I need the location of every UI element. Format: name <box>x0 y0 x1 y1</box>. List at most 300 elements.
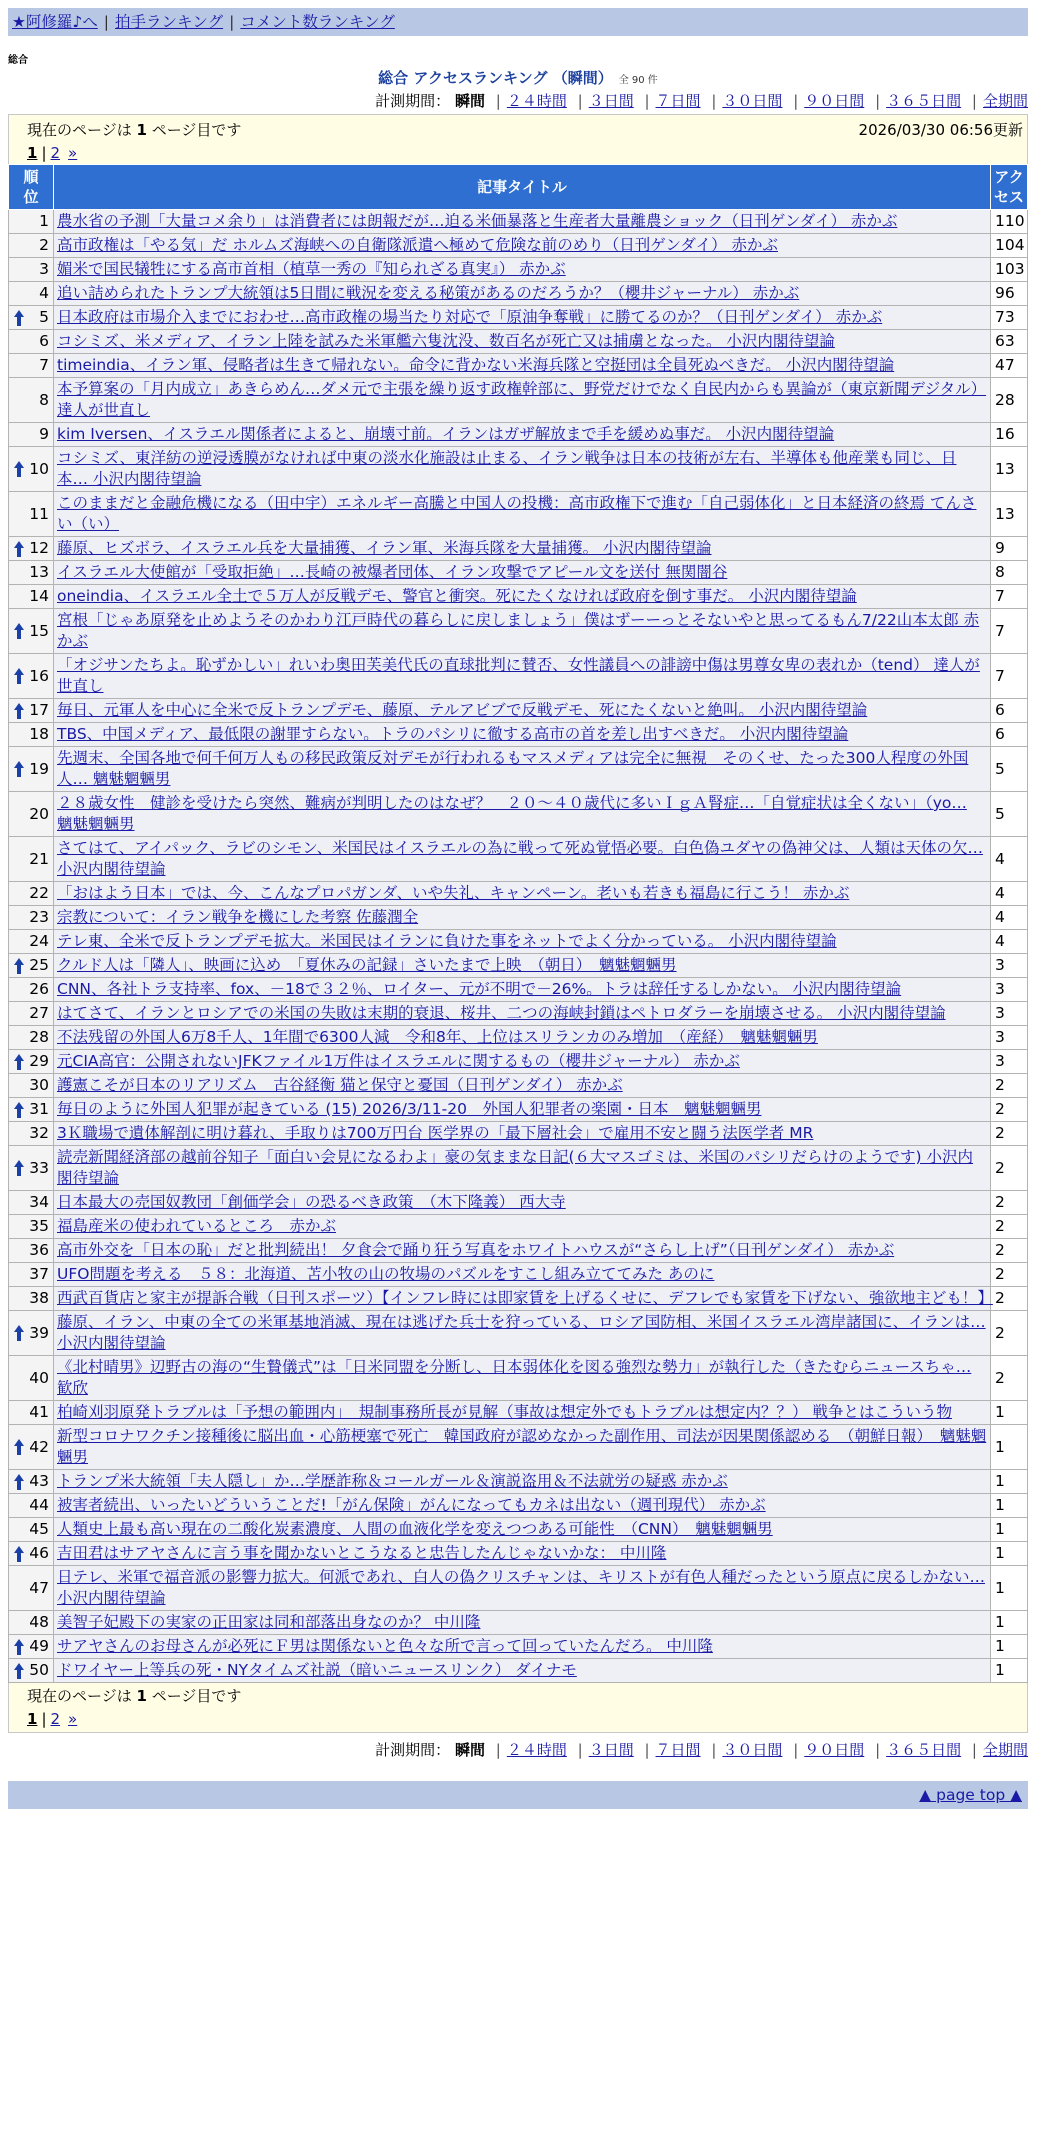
title-cell <box>54 378 991 423</box>
rank-number: 38 <box>29 1289 49 1307</box>
title-cell <box>54 906 991 930</box>
article-link[interactable]: oneindia、イスラエル全土で５万人が反戦デモ、警官と衝突。死にたくなければ政府を倒す事だ。 小沢内閣待望論 <box>57 587 857 605</box>
rank-number: 18 <box>29 725 49 743</box>
title-cell <box>54 1287 991 1311</box>
rank-number: 14 <box>29 587 49 605</box>
article-link[interactable]: UFO問題を考える ５８：北海道、苫小牧の山の牧場のパズルをすこし組み立ててみた あのに <box>57 1265 715 1283</box>
footer-bar <box>8 1781 1028 1809</box>
article-link[interactable]: timeindia、イラン軍、侵略者は生きて帰れない。命令に背かない米海兵隊と空挺団は全員死ぬべきだ。 小沢内閣待望論 <box>57 356 895 374</box>
table-row <box>9 1263 1028 1287</box>
rank-number: 42 <box>29 1437 49 1456</box>
rank-number: 34 <box>29 1193 49 1211</box>
article-link[interactable]: イスラエル大使館が「受取拒絶」…長崎の被爆者団体、イラン攻撃でアピール文を送付 無関闇谷 <box>57 563 728 581</box>
table-row <box>9 1470 1028 1494</box>
pager-current-page: 1 <box>27 144 38 162</box>
title-cell <box>54 1635 991 1659</box>
rank-cell <box>9 654 54 699</box>
nav-separator: | <box>229 13 235 31</box>
title-cell <box>54 492 991 537</box>
pager-bottom: 1 | 2 » <box>27 1710 78 1728</box>
table-row <box>9 1239 1028 1263</box>
rank-cell <box>9 1611 54 1635</box>
rank-cell <box>9 609 54 654</box>
title-cell <box>54 1122 991 1146</box>
rank-number: 48 <box>29 1613 49 1631</box>
article-link[interactable]: はてさて、イランとロシアでの米国の失敗は末期的衰退、桜井、二つの海峡封鎖はペトロダラーを崩壊させる。 小沢内閣待望論 <box>57 1004 946 1022</box>
rank-number: 40 <box>29 1368 49 1387</box>
rank-cell <box>9 837 54 882</box>
nav-link-applause-ranking[interactable]: 拍手ランキング <box>115 13 224 31</box>
article-link[interactable]: TBS、中国メディア、最低限の謝罪すらない。トラのパシリに徹する高市の首を差し出すべきだ。 小沢内閣待望論 <box>57 725 849 743</box>
rank-up-arrow-icon <box>13 957 25 975</box>
access-count: 2 <box>991 1356 1028 1401</box>
rank-number: 46 <box>29 1544 49 1562</box>
title-cell <box>54 930 991 954</box>
rank-cell <box>9 1311 54 1356</box>
page-info-top <box>8 114 1028 164</box>
article-link[interactable]: 《北村晴男》辺野古の海の“生贄儀式”は「日米同盟を分断し、日本弱体化を図る強烈な勢力」が執行した（きたむらニュースちゃ… 歓欣 <box>57 1358 972 1397</box>
rank-cell <box>9 792 54 837</box>
rank-up-arrow-icon <box>13 309 25 327</box>
rank-up-arrow-icon <box>13 1638 25 1656</box>
article-link[interactable]: 毎日、元軍人を中心に全米で反トランプデモ、藤原、テルアビブで反戦デモ、死にたくないと絶叫。 小沢内閣待望論 <box>57 701 868 719</box>
title-cell <box>54 1566 991 1611</box>
category-label: 総合 <box>8 55 28 66</box>
rank-number: 21 <box>29 849 49 868</box>
title-cell <box>54 792 991 837</box>
article-link[interactable]: 先週末、全国各地で何千何万人もの移民政策反対デモが行われるもマスメディアは完全に無視 そのくせ、たった300人程度の外国人… 魑魅魍魎男 <box>57 749 969 788</box>
article-link[interactable]: クルド人は「隣人」、映画に込め 「夏休みの記録」さいたまで上映 （朝日） 魑魅魍魎男 <box>57 956 677 974</box>
rank-cell <box>9 978 54 1002</box>
title-cell <box>54 537 991 561</box>
article-link[interactable]: 日テレ、米軍で福音派の影響力拡大。何派であれ、白人の偽クリスチャンは、キリストが有色人種だったという原点に戻るしかない… 小沢内閣待望論 <box>57 1568 985 1607</box>
article-link[interactable]: 藤原、イラン、中東の全ての米軍基地消滅、現在は逃げた兵士を狩っている、ロシア国防相、米国イスラエル湾岸諸国に、イランは… 小沢内閣待望論 <box>57 1313 986 1352</box>
access-count: 2 <box>991 1263 1028 1287</box>
access-count: 2 <box>991 1122 1028 1146</box>
rank-cell <box>9 537 54 561</box>
rank-up-arrow-icon <box>13 1053 25 1071</box>
table-row <box>9 978 1028 1002</box>
article-link[interactable]: トランプ米大統領「夫人隠し」か…学歴詐称＆コールガール＆演説盗用＆不法就労の疑惑 赤かぶ <box>57 1472 728 1490</box>
access-count: 3 <box>991 1002 1028 1026</box>
rank-cell <box>9 1542 54 1566</box>
table-row <box>9 1542 1028 1566</box>
access-count: 13 <box>991 492 1028 537</box>
table-row <box>9 423 1028 447</box>
title-cell <box>54 210 991 234</box>
access-count: 2 <box>991 1191 1028 1215</box>
period-current: 瞬間 <box>454 92 485 110</box>
table-row <box>9 747 1028 792</box>
article-link[interactable]: 日本最大の売国奴教団「創価学会」の恐るべき政策 （木下隆義） 西大寺 <box>57 1193 566 1211</box>
rank-number: 41 <box>29 1403 49 1421</box>
article-link[interactable]: 西武百貨店と家主が提訴合戦（日刊スポーツ）【インフレ時には即家賃を上げるくせに、デフレでも家賃を下げない、強欲地主ども！】 <box>57 1289 993 1307</box>
access-count: 1 <box>991 1470 1028 1494</box>
rank-number: 35 <box>29 1217 49 1235</box>
title-cell <box>54 1494 991 1518</box>
access-count: 5 <box>991 792 1028 837</box>
ranking-table-body <box>9 210 1028 1683</box>
period-link-365d[interactable]: ３６５日間 <box>886 92 962 110</box>
article-link[interactable]: 不法残留の外国人6万8千人、1年間で6300人減 令和8年、上位はスリランカのみ増加 （産経） 魑魅魍魎男 <box>57 1028 818 1046</box>
period-link-7d-bottom[interactable]: ７日間 <box>655 1741 701 1759</box>
article-link[interactable]: 元CIA高官：公開されないJFKファイル1万件はイスラエルに関するもの（櫻井ジャーナル） 赤かぶ <box>57 1052 740 1070</box>
rank-up-arrow-icon <box>13 702 25 720</box>
rank-cell <box>9 1287 54 1311</box>
article-link[interactable]: テレ東、全米で反トランプデモ拡大。米国民はイランに負けた事をネットでよく分かっている。 小沢内閣待望論 <box>57 932 837 950</box>
title-cell <box>54 447 991 492</box>
access-count: 2 <box>991 1239 1028 1263</box>
period-link-30d[interactable]: ３０日間 <box>722 92 783 110</box>
title-cell <box>54 1263 991 1287</box>
total-count: 全 90 件 <box>618 75 658 86</box>
table-row <box>9 654 1028 699</box>
title-cell <box>54 723 991 747</box>
title-cell <box>54 1518 991 1542</box>
ranking-title: 総合 アクセスランキング （瞬間） <box>378 69 613 87</box>
table-row <box>9 609 1028 654</box>
table-row <box>9 354 1028 378</box>
table-row <box>9 447 1028 492</box>
rank-cell <box>9 282 54 306</box>
rank-cell <box>9 354 54 378</box>
access-count: 2 <box>991 1215 1028 1239</box>
access-count: 4 <box>991 837 1028 882</box>
rank-up-arrow-icon <box>13 1662 25 1680</box>
title-cell <box>54 258 991 282</box>
article-link[interactable]: コシミズ、米メディア、イラン上陸を試みた米軍艦六隻沈没、数百名が死亡又は捕虜となった。 小沢内閣待望論 <box>57 332 835 350</box>
rank-number: 44 <box>29 1496 49 1514</box>
rank-number: 10 <box>29 459 49 478</box>
access-count: 1 <box>991 1635 1028 1659</box>
article-link[interactable]: 「おはよう日本」では、今、こんなプロパガンダ、いや失礼、キャンペーン。老いも若きも福島に行こう！ 赤かぶ <box>57 884 850 902</box>
nav-link-comment-ranking[interactable]: コメント数ランキング <box>240 13 395 31</box>
period-selector-top: 計測期間： 瞬間 | ２４時間 | ３日間 | ７日間 | ３０日間 | ９０日間 | ３６５日間 | 全期間 <box>375 92 1028 110</box>
article-link[interactable]: さてはて、アイパック、ラビのシモン、米国民はイスラエルの為に戦って死ぬ覚悟必要。白色偽ユダヤの偽神父は、人類は天体の欠… 小沢内閣待望論 <box>57 839 983 878</box>
access-count: 1 <box>991 1659 1028 1683</box>
rank-number: 16 <box>29 666 49 685</box>
table-row <box>9 1635 1028 1659</box>
pager-next-link-bottom[interactable]: » <box>68 1710 78 1728</box>
rank-number: 17 <box>29 701 49 719</box>
title-cell <box>54 1002 991 1026</box>
period-link-all-bottom[interactable]: 全期間 <box>982 1741 1028 1759</box>
title-cell <box>54 1239 991 1263</box>
article-link[interactable]: 読売新聞経済部の越前谷知子「面白い会見になるわよ」豪の気ままな日記(６大マスゴミは、米国のパシリだらけのようです) 小沢内閣待望論 <box>57 1148 974 1187</box>
rank-cell <box>9 1026 54 1050</box>
rank-cell <box>9 1215 54 1239</box>
article-link[interactable]: 宮根「じゃあ原発を止めようそのかわり江戸時代の暮らしに戻しましょう」僕はずーーっとそないやと思ってるもん7/22山本太郎 赤かぶ <box>57 611 980 650</box>
rank-number: 25 <box>29 956 49 974</box>
rank-up-arrow-icon <box>13 540 25 558</box>
title-cell <box>54 1311 991 1356</box>
article-link[interactable]: kim Iversen、イスラエル関係者によると、崩壊寸前。イランはガザ解放まで手を緩めぬ事だ。 小沢内閣待望論 <box>57 425 835 443</box>
rank-cell <box>9 210 54 234</box>
pager-page-2-bottom[interactable]: 2 <box>50 1710 61 1728</box>
access-count: 9 <box>991 537 1028 561</box>
rank-up-arrow-icon <box>13 460 25 478</box>
article-link[interactable]: 福島産米の使われているところ 赤かぶ <box>57 1217 337 1235</box>
nav-link-asyura[interactable]: ★阿修羅♪へ <box>12 13 98 31</box>
updated-timestamp: 2026/03/30 06:56更新 <box>858 121 1023 139</box>
table-row <box>9 1611 1028 1635</box>
rank-cell <box>9 882 54 906</box>
access-count: 96 <box>991 282 1028 306</box>
current-page-text: 現在のページは 1 ページ目です <box>27 121 242 139</box>
rank-cell <box>9 1191 54 1215</box>
access-count: 2 <box>991 1287 1028 1311</box>
article-link[interactable]: 人類史上最も高い現在の二酸化炭素濃度、人間の血液化学を変えつつある可能性 （CNN） 魑魅魍魎男 <box>57 1520 773 1538</box>
rank-number: 12 <box>29 539 49 557</box>
rank-number: 50 <box>29 1661 49 1679</box>
title-cell <box>54 954 991 978</box>
access-count: 2 <box>991 1311 1028 1356</box>
title-cell <box>54 330 991 354</box>
current-page-text-bottom: 現在のページは 1 ページ目です <box>27 1687 242 1705</box>
rank-number: 49 <box>29 1637 49 1655</box>
title-cell <box>54 1425 991 1470</box>
period-link-90d[interactable]: ９０日間 <box>804 92 865 110</box>
table-row <box>9 882 1028 906</box>
rank-number: 39 <box>29 1323 49 1342</box>
title-header: 記事タイトル <box>54 165 991 210</box>
ranking-table <box>8 164 1028 1683</box>
rank-up-arrow-icon <box>13 622 25 640</box>
title-cell <box>54 585 991 609</box>
rank-number: 37 <box>29 1265 49 1283</box>
period-label: 計測期間： <box>375 92 451 110</box>
article-link[interactable]: 柏崎刈羽原発トラブルは「予想の範囲内」 規制事務所長が見解（事故は想定外でもトラブルは想定内？？） 戦争とはこういう物 <box>57 1403 952 1421</box>
rank-number: 20 <box>29 804 49 823</box>
title-cell <box>54 282 991 306</box>
article-link[interactable]: 高市外交を「日本の恥」だと批判続出！ 夕食会で踊り狂う写真をホワイトハウスが“さらし上げ”（日刊ゲンダイ） 赤かぶ <box>57 1241 895 1259</box>
access-count: 3 <box>991 954 1028 978</box>
rank-cell <box>9 1074 54 1098</box>
rank-cell <box>9 1050 54 1074</box>
rank-cell <box>9 1518 54 1542</box>
period-link-90d-bottom[interactable]: ９０日間 <box>804 1741 865 1759</box>
table-row <box>9 1356 1028 1401</box>
title-cell <box>54 234 991 258</box>
table-row <box>9 1401 1028 1425</box>
article-link[interactable]: 宗教について：イラン戦争を機にした考察 佐藤潤全 <box>57 908 419 926</box>
period-link-all[interactable]: 全期間 <box>982 92 1028 110</box>
title-cell <box>54 609 991 654</box>
pager-page-2[interactable]: 2 <box>50 144 61 162</box>
table-row <box>9 1122 1028 1146</box>
article-link[interactable]: 「オジサンたちよ。恥ずかしい」れいわ奥田芙美代氏の直球批判に賛否、女性議員への誹謗中傷は男尊女卑の表れか（tend） 達人が世直し <box>57 656 980 695</box>
table-row <box>9 930 1028 954</box>
rank-cell <box>9 447 54 492</box>
table-row <box>9 1146 1028 1191</box>
rank-number: 4 <box>39 284 49 302</box>
access-count: 73 <box>991 306 1028 330</box>
period-label-bottom: 計測期間： <box>375 1741 451 1759</box>
title-cell <box>54 423 991 447</box>
table-row <box>9 234 1028 258</box>
article-link[interactable]: 追い詰められたトランプ大統領は5日間に戦況を変える秘策があるのだろうか？（櫻井ジャーナル） 赤かぶ <box>57 284 800 302</box>
table-row <box>9 837 1028 882</box>
table-row <box>9 1311 1028 1356</box>
title-cell <box>54 306 991 330</box>
period-link-3d[interactable]: ３日間 <box>588 92 634 110</box>
period-current-bottom: 瞬間 <box>454 1741 485 1759</box>
period-link-7d[interactable]: ７日間 <box>655 92 701 110</box>
title-cell <box>54 354 991 378</box>
rank-number: 1 <box>39 212 49 230</box>
rank-cell <box>9 423 54 447</box>
period-link-24h-bottom[interactable]: ２４時間 <box>506 1741 567 1759</box>
title-cell <box>54 561 991 585</box>
table-row <box>9 492 1028 537</box>
rank-number: 26 <box>29 980 49 998</box>
table-row <box>9 306 1028 330</box>
rank-cell <box>9 1401 54 1425</box>
article-link[interactable]: 護憲こそが日本のリアリズム 古谷経衡 猫と保守と憂国（日刊ゲンダイ） 赤かぶ <box>57 1076 623 1094</box>
rank-cell <box>9 306 54 330</box>
article-link[interactable]: 美智子妃殿下の実家の正田家は同和部落出身なのか？ 中川隆 <box>57 1613 481 1631</box>
page-title <box>8 68 1028 88</box>
rank-up-arrow-icon <box>13 1473 25 1491</box>
rank-cell <box>9 906 54 930</box>
title-cell <box>54 1074 991 1098</box>
rank-cell <box>9 699 54 723</box>
table-row <box>9 1191 1028 1215</box>
rank-number: 36 <box>29 1241 49 1259</box>
rank-number: 32 <box>29 1124 49 1142</box>
rank-number: 43 <box>29 1472 49 1490</box>
rank-cell <box>9 258 54 282</box>
article-link[interactable]: 日本政府は市場介入までにおわせ…高市政権の場当たり対応で「原油争奪戦」に勝てるのか？（日刊ゲンダイ） 赤かぶ <box>57 308 883 326</box>
table-row <box>9 1026 1028 1050</box>
title-cell <box>54 1401 991 1425</box>
rank-number: 11 <box>29 504 49 523</box>
article-link[interactable]: ２８歳女性 健診を受けたら突然、難病が判明したのはなぜ？ ２０～４０歳代に多いＩｇＡ腎症…「自覚症状は全くない」（yo… 魑魅魍魎男 <box>57 794 967 833</box>
article-link[interactable]: サアヤさんのお母さんが必死にＦ男は関係ないと色々な所で言って回っていたんだろ。 中川隆 <box>57 1637 713 1655</box>
title-cell <box>54 1659 991 1683</box>
access-count: 3 <box>991 978 1028 1002</box>
article-link[interactable]: 新型コロナワクチン接種後に脳出血・心筋梗塞で死亡 韓国政府が認めなかった副作用、司法が因果関係認める （朝鮮日報） 魑魅魍魎男 <box>57 1427 987 1466</box>
article-link[interactable]: 高市政権は「やる気」だ ホルムズ海峡への自衛隊派遣へ極めて危険な前のめり（日刊ゲンダイ） 赤かぶ <box>57 236 778 254</box>
title-cell <box>54 882 991 906</box>
table-row <box>9 282 1028 306</box>
article-link[interactable]: CNN、各社トラ支持率、fox、－18で３２％、ロイター、元が不明で－26%。トラは辞任するしかない。 小沢内閣待望論 <box>57 980 902 998</box>
rank-cell <box>9 492 54 537</box>
period-link-24h[interactable]: ２４時間 <box>506 92 567 110</box>
table-row <box>9 699 1028 723</box>
rank-cell <box>9 330 54 354</box>
table-row <box>9 723 1028 747</box>
access-count: 4 <box>991 906 1028 930</box>
rank-number: 28 <box>29 1028 49 1046</box>
rank-cell <box>9 723 54 747</box>
access-count: 2 <box>991 1074 1028 1098</box>
table-row <box>9 1050 1028 1074</box>
article-link[interactable]: 本予算案の「月内成立」あきらめん…ダメ元で主張を繰り返す政権幹部に、野党だけでなく自民内からも異論が（東京新聞デジタル） 達人が世直し <box>57 380 987 419</box>
rank-up-arrow-icon <box>13 1324 25 1342</box>
period-link-30d-bottom[interactable]: ３０日間 <box>722 1741 783 1759</box>
table-row <box>9 585 1028 609</box>
rank-cell <box>9 954 54 978</box>
table-row <box>9 378 1028 423</box>
access-count: 3 <box>991 1050 1028 1074</box>
article-link[interactable]: 3Ｋ職場で遺体解剖に明け暮れ、手取りは700万円台 医学界の「最下層社会」で雇用不安と闘う法医学者 MR <box>57 1124 814 1142</box>
access-count: 104 <box>991 234 1028 258</box>
rank-cell <box>9 1566 54 1611</box>
table-row <box>9 1494 1028 1518</box>
table-row <box>9 1074 1028 1098</box>
table-row <box>9 792 1028 837</box>
rank-cell <box>9 585 54 609</box>
rank-number: 31 <box>29 1100 49 1118</box>
access-count: 7 <box>991 609 1028 654</box>
rank-number: 15 <box>29 621 49 640</box>
article-link[interactable]: 被害者続出、いったいどういうことだ!「がん保険」がんになってもカネは出ない（週刊現代） 赤かぶ <box>57 1496 766 1514</box>
article-link[interactable]: ドワイヤー上等兵の死・NYタイムズ社説（暗いニュースリンク） ダイナモ <box>57 1661 577 1679</box>
access-count: 47 <box>991 354 1028 378</box>
page-top-link[interactable]: ▲ page top ▲ <box>919 1786 1022 1804</box>
article-link[interactable]: 媚米で国民犠牲にする高市首相（植草一秀の『知られざる真実』） 赤かぶ <box>57 260 566 278</box>
rank-number: 45 <box>29 1520 49 1538</box>
article-link[interactable]: このままだと金融危機になる（田中宇）エネルギー高騰と中国人の投機：高市政権下で進む「自己弱体化」と日本経済の終焉 てんさい（い） <box>57 494 977 533</box>
table-row <box>9 906 1028 930</box>
title-cell <box>54 1542 991 1566</box>
rank-number: 33 <box>29 1158 49 1177</box>
rank-cell <box>9 561 54 585</box>
title-cell <box>54 1356 991 1401</box>
rank-cell <box>9 1263 54 1287</box>
rank-up-arrow-icon <box>13 1438 25 1456</box>
rank-up-arrow-icon <box>13 760 25 778</box>
access-count: 4 <box>991 882 1028 906</box>
rank-number: 19 <box>29 759 49 778</box>
table-row <box>9 1098 1028 1122</box>
rank-cell <box>9 1239 54 1263</box>
table-header-row <box>9 165 1028 210</box>
period-link-365d-bottom[interactable]: ３６５日間 <box>886 1741 962 1759</box>
title-cell <box>54 747 991 792</box>
article-link[interactable]: 吉田君はサアヤさんに言う事を聞かないとこうなると忠告したんじゃないかな： 中川隆 <box>57 1544 667 1562</box>
access-count: 1 <box>991 1566 1028 1611</box>
access-count: 103 <box>991 258 1028 282</box>
article-link[interactable]: 藤原、ヒズボラ、イスラエル兵を大量捕獲、イラン軍、米海兵隊を大量捕獲。 小沢内閣待望論 <box>57 539 712 557</box>
table-row <box>9 330 1028 354</box>
rank-number: 7 <box>39 356 49 374</box>
rank-cell <box>9 1425 54 1470</box>
access-count: 8 <box>991 561 1028 585</box>
access-count: 110 <box>991 210 1028 234</box>
rank-cell <box>9 1470 54 1494</box>
page-info-bottom <box>8 1683 1028 1733</box>
period-link-3d-bottom[interactable]: ３日間 <box>588 1741 634 1759</box>
rank-number: 8 <box>39 390 49 409</box>
pager-top: 1 | 2 » <box>27 144 78 162</box>
article-link[interactable]: 毎日のように外国人犯罪が起きている (15) 2026/3/11-20 外国人犯罪者の楽園・日本 魑魅魍魎男 <box>57 1100 762 1118</box>
article-link[interactable]: 農水省の予測「大量コメ余り」は消費者には朗報だが…迫る米価暴落と生産者大量離農ショック（日刊ゲンダイ） 赤かぶ <box>57 212 898 230</box>
access-count: 13 <box>991 447 1028 492</box>
title-cell <box>54 1215 991 1239</box>
pager-next-link[interactable]: » <box>68 144 78 162</box>
access-count: 1 <box>991 1518 1028 1542</box>
rank-number: 6 <box>39 332 49 350</box>
access-count: 63 <box>991 330 1028 354</box>
rank-up-arrow-icon <box>13 1159 25 1177</box>
rank-cell <box>9 1494 54 1518</box>
access-count: 28 <box>991 378 1028 423</box>
rank-number: 9 <box>39 425 49 443</box>
article-link[interactable]: コシミズ、東洋紡の逆浸透膜がなければ中東の淡水化施設は止まる、イラン戦争は日本の技術が左右、半導体も他産業も同じ、日本… 小沢内閣待望論 <box>57 449 957 488</box>
table-row <box>9 1566 1028 1611</box>
